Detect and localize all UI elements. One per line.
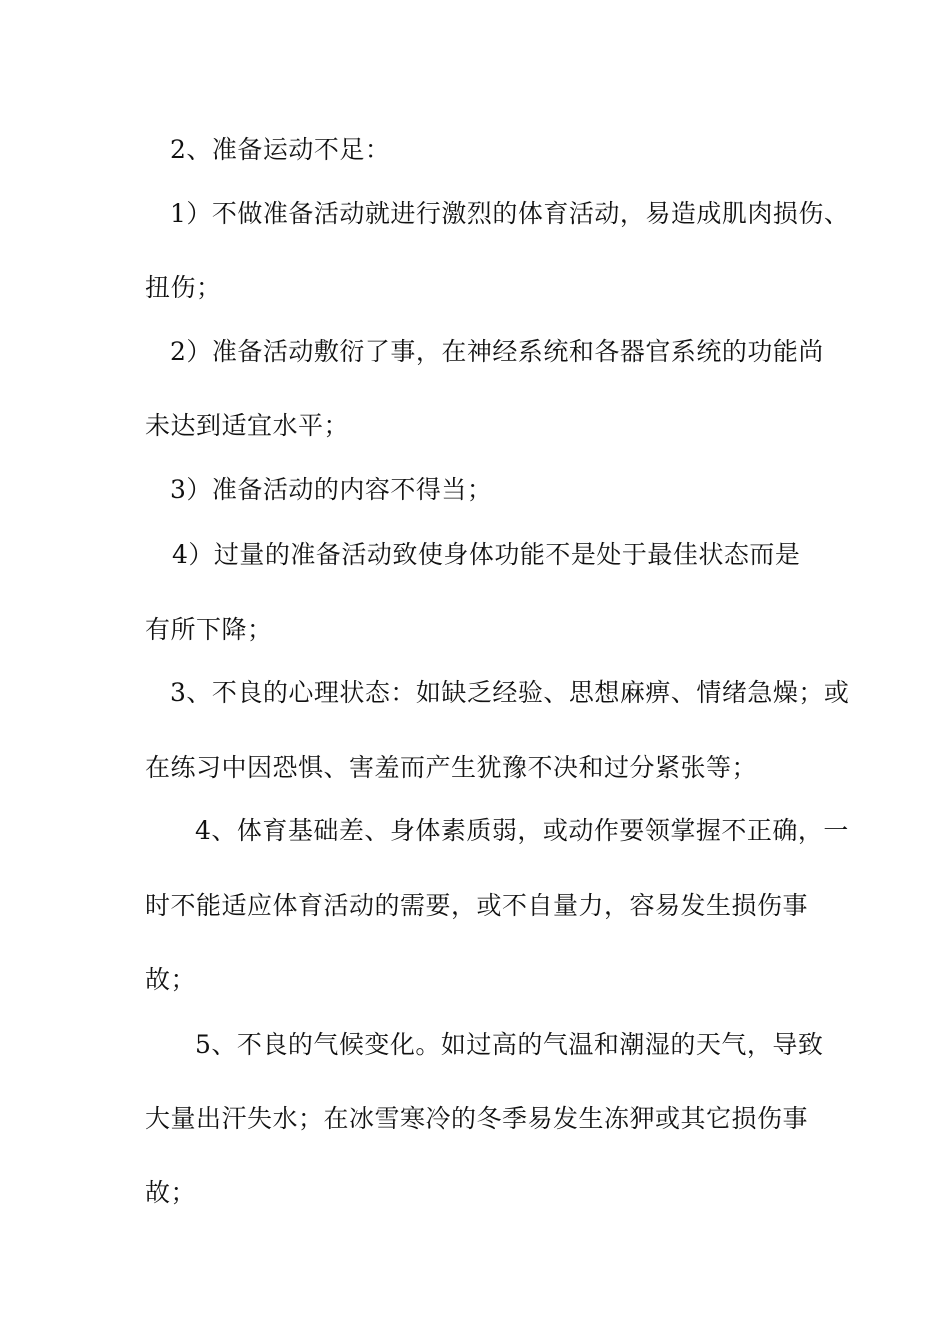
text-line: 2）准备活动敷衍了事，在神经系统和各器官系统的功能尚 [170,337,824,366]
text-line: 在练习中因恐惧、害羞而产生犹豫不决和过分紧张等； [145,753,758,782]
text-line: 未达到适宜水平； [145,411,350,440]
text-line: 故； [145,1178,197,1207]
text-line: 大量出汗失水；在冰雪寒冷的冬季易发生冻狎或其它损伤事 [145,1104,809,1133]
text-line: 3、不良的心理状态：如缺乏经验、思想麻痹、情绪急燥；或 [170,678,850,707]
text-line: 有所下降； [145,615,273,644]
text-line: 5、不良的气候变化。如过高的气温和潮湿的天气，导致 [195,1030,824,1059]
text-line: 2、准备运动不足： [170,135,391,164]
text-line: 扭伤； [145,273,222,302]
text-line: 1）不做准备活动就进行激烈的体育活动，易造成肌肉损伤、 [170,199,850,228]
text-line: 时不能适应体育活动的需要，或不自量力，容易发生损伤事 [145,891,809,920]
text-line: 故； [145,965,197,994]
text-line: 3）准备活动的内容不得当； [170,475,493,504]
text-line: 4、体育基础差、身体素质弱，或动作要领掌握不正确，一 [195,816,849,845]
text-line: 4）过量的准备活动致使身体功能不是处于最佳状态而是 [172,540,801,569]
